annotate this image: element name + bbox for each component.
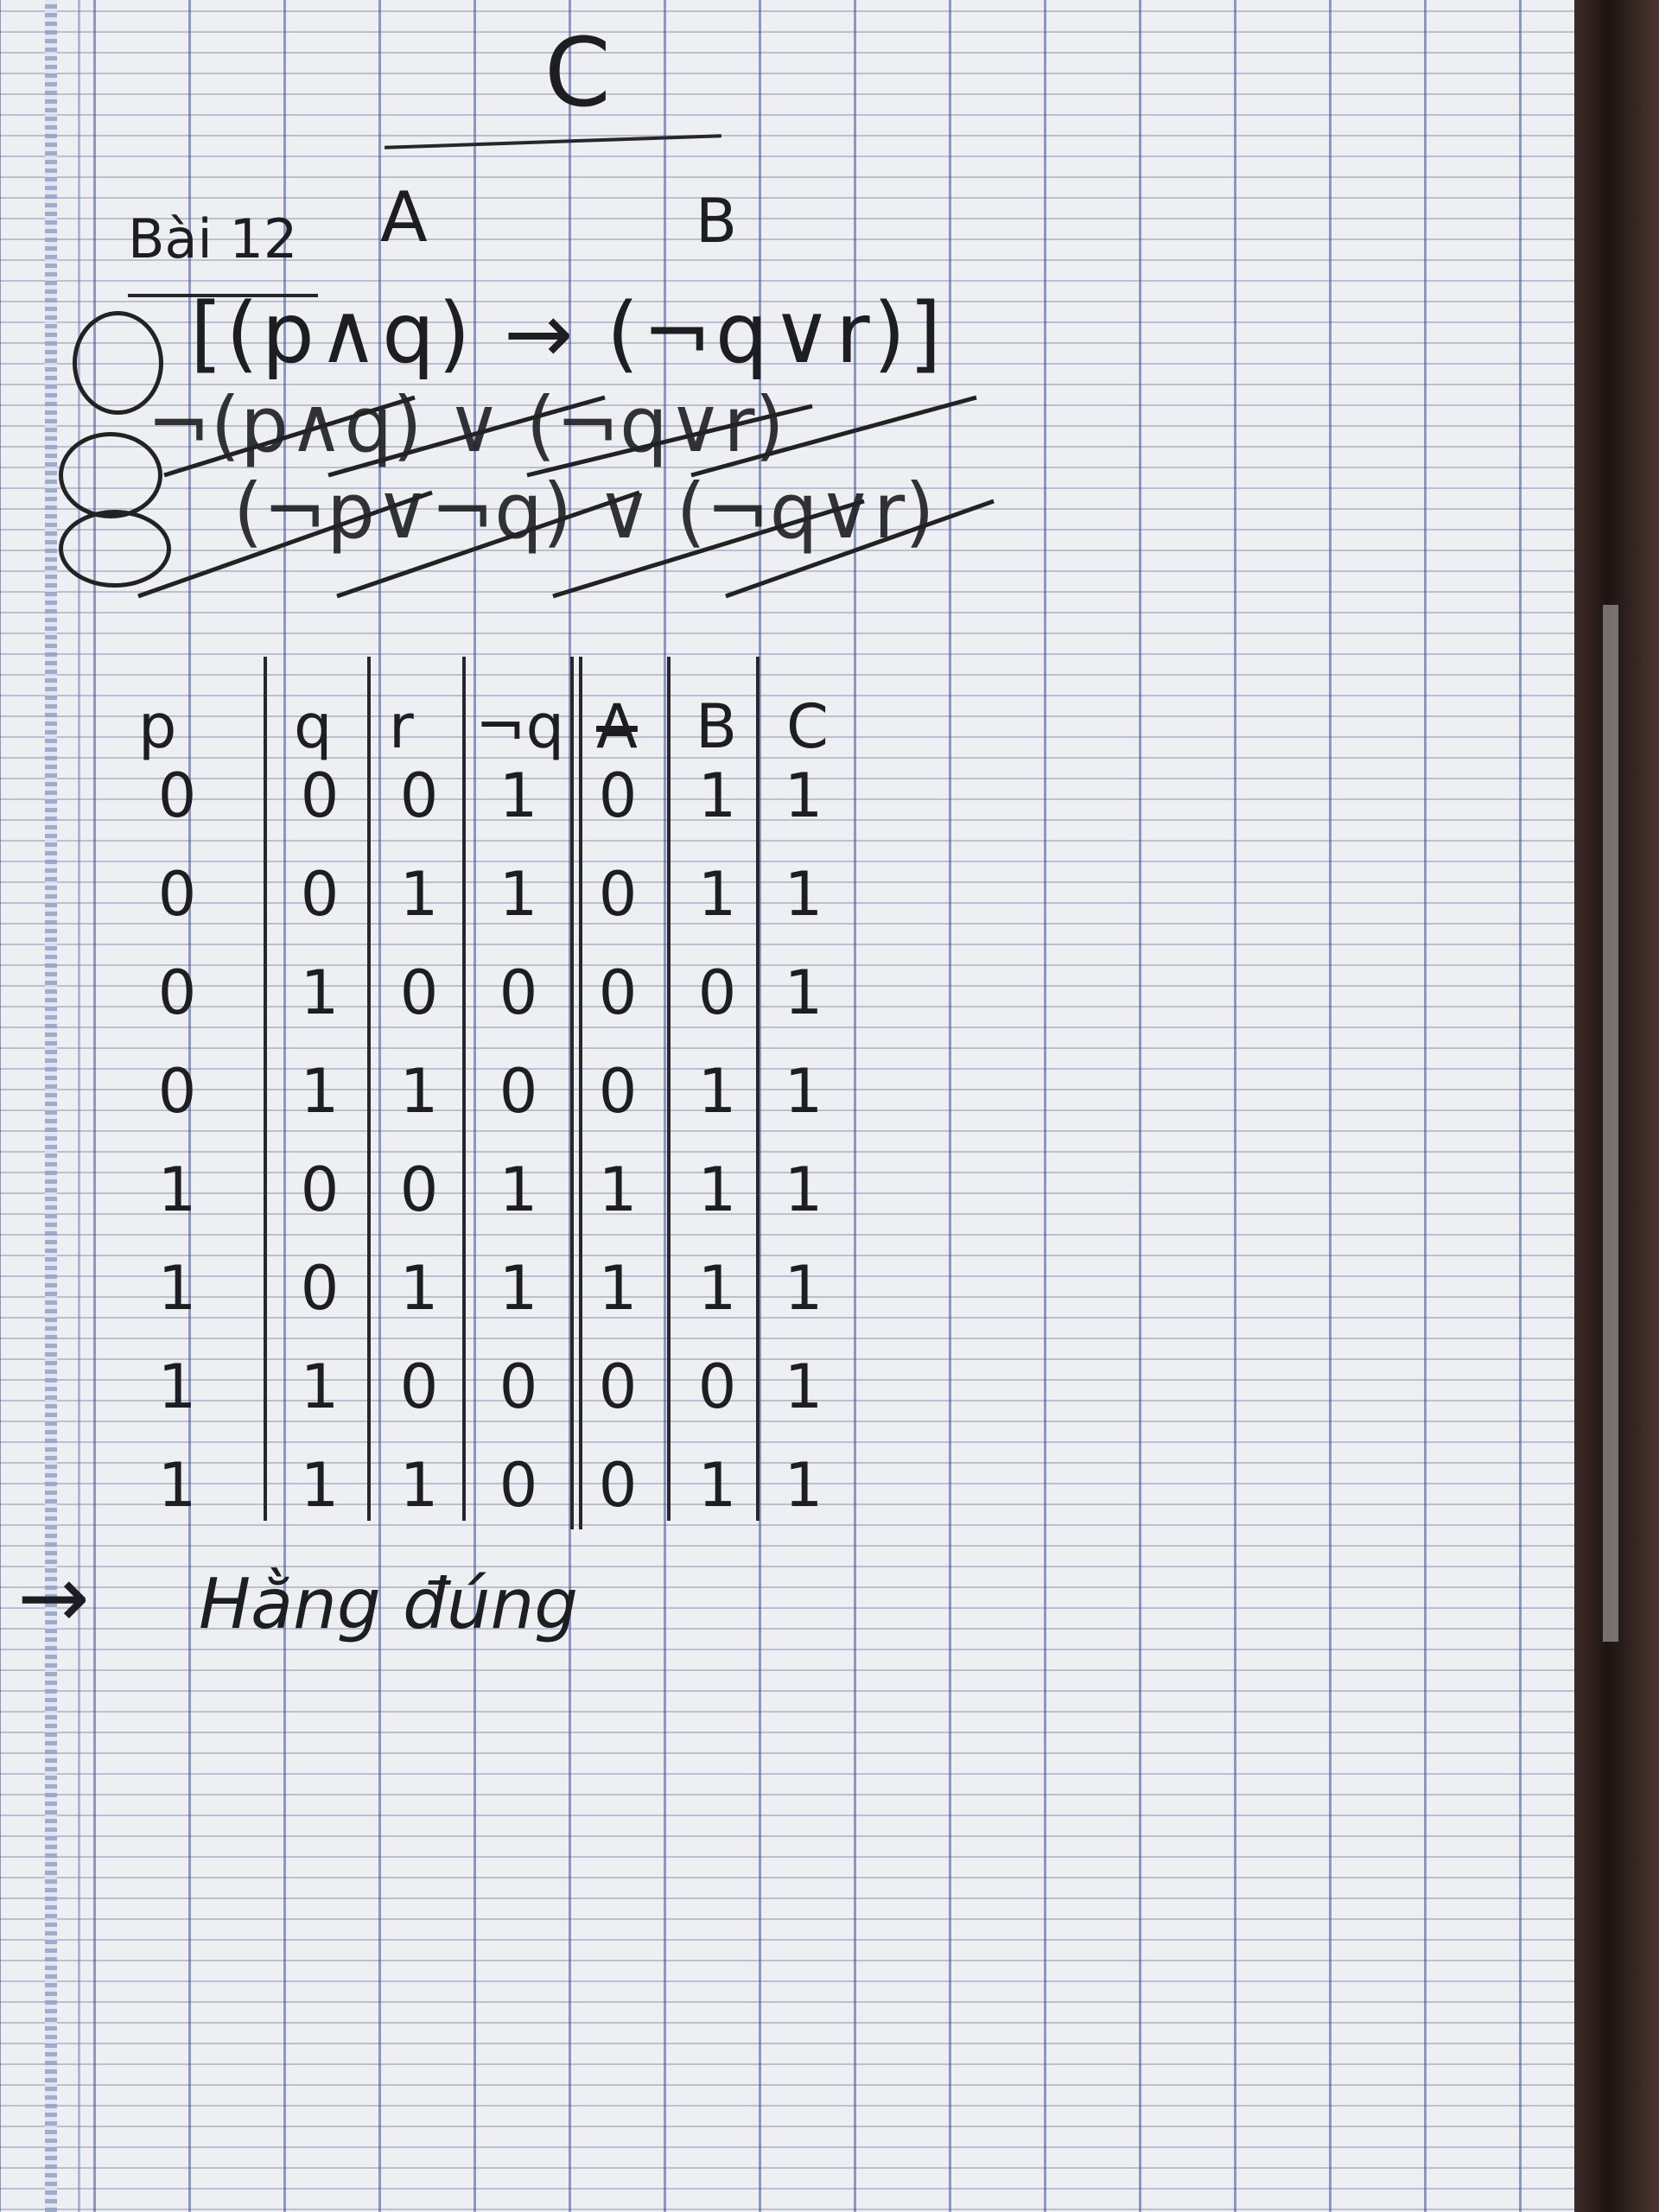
cell-c-row-1: 1 [784, 760, 823, 831]
cell-p-row-4: 0 [157, 1056, 197, 1127]
cell-c-row-3: 1 [784, 957, 823, 1028]
cell-a-row-3: 0 [598, 957, 638, 1028]
strike-through-3 [121, 467, 1002, 605]
cell-not-q-row-8: 0 [499, 1450, 538, 1521]
cell-not-q-row-3: 0 [499, 957, 538, 1028]
cell-c-row-6: 1 [784, 1253, 823, 1324]
cell-r-row-4: 1 [399, 1056, 439, 1127]
header-p: p [138, 691, 177, 762]
cell-not-q-row-4: 0 [499, 1056, 538, 1127]
cell-c-row-7: 1 [784, 1351, 823, 1422]
cell-c-row-2: 1 [784, 859, 823, 930]
column-divider [570, 657, 574, 1529]
cell-not-q-row-2: 1 [499, 859, 538, 930]
cell-r-row-5: 0 [399, 1154, 439, 1225]
cell-b-row-1: 1 [697, 760, 737, 831]
cell-p-row-5: 1 [157, 1154, 197, 1225]
cell-b-row-2: 1 [697, 859, 737, 930]
cell-b-row-7: 0 [697, 1351, 737, 1422]
cell-q-row-3: 1 [300, 957, 340, 1028]
formula-label-c: C [544, 17, 611, 128]
cell-c-row-5: 1 [784, 1154, 823, 1225]
exercise-title: Bài 12 [128, 207, 298, 270]
cell-q-row-6: 0 [300, 1253, 340, 1324]
cell-p-row-6: 1 [157, 1253, 197, 1324]
cell-p-row-8: 1 [157, 1450, 197, 1521]
header-c: C [786, 691, 829, 762]
cell-a-row-1: 0 [598, 760, 638, 831]
header-not-q: ¬q [475, 691, 565, 762]
header-r: r [389, 691, 414, 762]
cell-b-row-8: 1 [697, 1450, 737, 1521]
cell-r-row-8: 1 [399, 1450, 439, 1521]
header-q: q [294, 691, 333, 762]
header-a: A [596, 691, 638, 762]
column-divider [462, 657, 466, 1521]
cell-b-row-3: 0 [697, 957, 737, 1028]
cell-a-row-5: 1 [598, 1154, 638, 1225]
expression-step-2-crossed: ¬(p∧q) ∨ (¬q∨r) [147, 380, 785, 469]
cell-p-row-7: 1 [157, 1351, 197, 1422]
formula-label-b: B [696, 186, 738, 257]
cell-r-row-2: 1 [399, 859, 439, 930]
cell-p-row-3: 0 [157, 957, 197, 1028]
cell-a-row-7: 0 [598, 1351, 638, 1422]
cell-a-row-8: 0 [598, 1450, 638, 1521]
column-divider [579, 657, 582, 1529]
cell-a-row-2: 0 [598, 859, 638, 930]
cell-not-q-row-6: 1 [499, 1253, 538, 1324]
cell-q-row-7: 1 [300, 1351, 340, 1422]
cell-q-row-8: 1 [300, 1450, 340, 1521]
page-stack-edge [1603, 605, 1618, 1642]
arrow-icon: → [17, 1547, 90, 1648]
cell-q-row-2: 0 [300, 859, 340, 930]
cell-not-q-row-5: 1 [499, 1154, 538, 1225]
cell-a-row-4: 0 [598, 1056, 638, 1127]
expression-original: [(p∧q) → (¬q∨r)] [190, 285, 945, 382]
formula-label-a: A [380, 177, 428, 257]
cell-r-row-3: 0 [399, 957, 439, 1028]
cell-c-row-4: 1 [784, 1056, 823, 1127]
cell-r-row-7: 0 [399, 1351, 439, 1422]
cell-p-row-1: 0 [157, 760, 197, 831]
cell-p-row-2: 0 [157, 859, 197, 930]
column-divider [756, 657, 760, 1521]
cell-q-row-5: 0 [300, 1154, 340, 1225]
column-divider [264, 657, 267, 1521]
column-divider [367, 657, 371, 1521]
cell-b-row-5: 1 [697, 1154, 737, 1225]
cell-q-row-4: 1 [300, 1056, 340, 1127]
conclusion-text: Hằng đúng [199, 1564, 579, 1644]
cell-a-row-6: 1 [598, 1253, 638, 1324]
cell-r-row-1: 0 [399, 760, 439, 831]
margin-line [78, 0, 80, 2212]
cell-not-q-row-7: 0 [499, 1351, 538, 1422]
column-divider [667, 657, 671, 1521]
notebook-binding [45, 0, 57, 2212]
cell-c-row-8: 1 [784, 1450, 823, 1521]
cell-not-q-row-1: 1 [499, 760, 538, 831]
expression-step-3-crossed: (¬p∨¬q) ∨ (¬q∨r) [233, 467, 935, 556]
cell-r-row-6: 1 [399, 1253, 439, 1324]
cell-b-row-4: 1 [697, 1056, 737, 1127]
cell-b-row-6: 1 [697, 1253, 737, 1324]
cell-q-row-1: 0 [300, 760, 340, 831]
header-b: B [696, 691, 738, 762]
